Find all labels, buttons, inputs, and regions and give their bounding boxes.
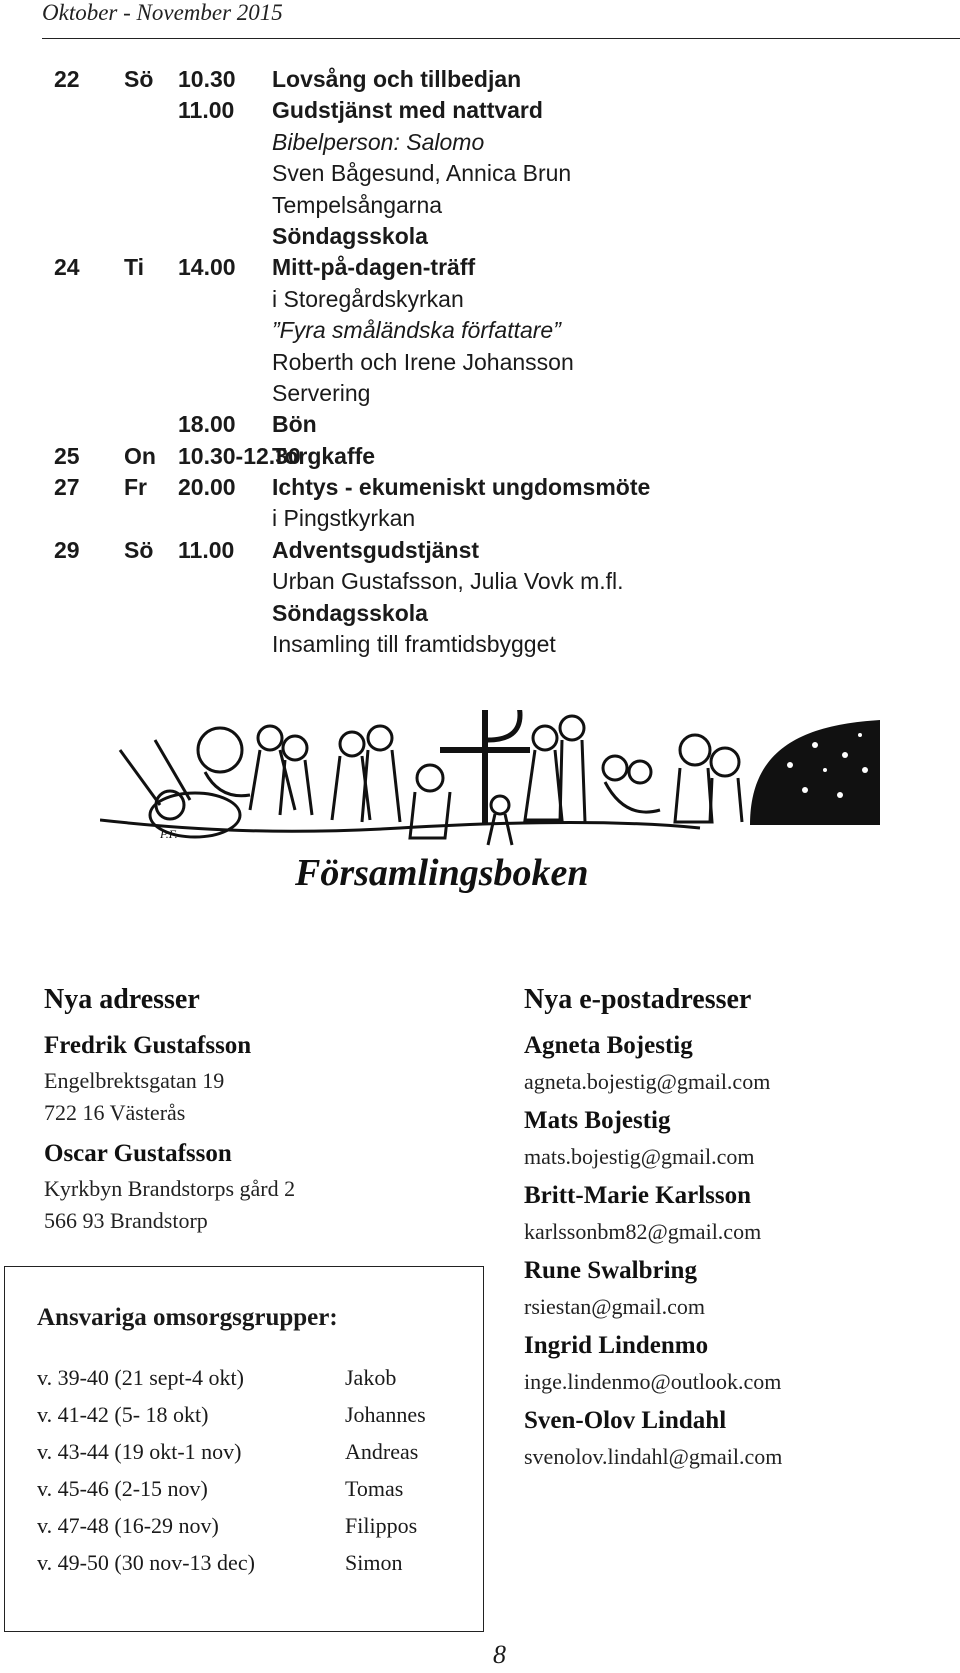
schedule-row [0, 535, 960, 566]
schedule-row [0, 221, 960, 252]
email-contact-name: Agneta Bojestig [524, 1032, 693, 1059]
schedule-text: Tempelsångarna [272, 191, 443, 218]
schedule-time: 10.30 [178, 66, 236, 92]
email-address: agneta.bojestig@gmail.com [524, 1069, 771, 1094]
schedule-row [0, 598, 960, 629]
care-groups-title: Ansvariga omsorgsgrupper: [37, 1304, 338, 1331]
email-contact-name: Britt-Marie Karlsson [524, 1182, 752, 1209]
schedule-row [0, 409, 960, 440]
schedule-row [0, 190, 960, 221]
schedule-row [0, 347, 960, 378]
illustration-title: Församlingsboken [295, 852, 589, 894]
header-divider [42, 38, 960, 39]
care-group-row [37, 1476, 403, 1502]
page-number: 8 [493, 1640, 506, 1669]
care-group-name: Tomas [345, 1476, 404, 1501]
care-group-weeks: v. 47-48 (16-29 nov) [37, 1513, 219, 1538]
care-group-weeks: v. 41-42 (5- 18 okt) [37, 1402, 209, 1427]
schedule-row [0, 472, 960, 503]
email-contact-name: Ingrid Lindenmo [524, 1332, 709, 1359]
email-contact-name: Sven-Olov Lindahl [524, 1407, 727, 1434]
schedule-time: 11.00 [178, 536, 235, 563]
address-postal: 722 16 Västerås [44, 1100, 186, 1125]
email-address: rsiestan@gmail.com [524, 1294, 705, 1319]
care-groups-box [4, 1266, 484, 1632]
care-group-row [37, 1402, 426, 1428]
email-address: inge.lindenmo@outlook.com [524, 1369, 782, 1394]
address-postal: 566 93 Brandstorp [44, 1208, 208, 1233]
schedule-text: Roberth och Irene Johansson [272, 348, 574, 375]
care-group-weeks: v. 49-50 (30 nov-13 dec) [37, 1550, 255, 1575]
schedule-row [0, 64, 960, 95]
care-group-name: Andreas [345, 1439, 419, 1464]
care-group-name: Jakob [345, 1365, 397, 1390]
schedule-weekday: Ti [124, 254, 145, 281]
email-contact-name: Rune Swalbring [524, 1257, 697, 1284]
address-street: Kyrkbyn Brandstorps gård 2 [44, 1176, 296, 1201]
schedule-text: ”Fyra småländska författare” [272, 317, 561, 344]
schedule-day: 22 [54, 66, 80, 92]
schedule-row [0, 503, 960, 534]
schedule-time: 20.00 [178, 474, 236, 501]
care-group-name: Simon [345, 1550, 403, 1575]
email-address: karlssonbm82@gmail.com [524, 1219, 762, 1244]
schedule-text: Bibelperson: Salomo [272, 128, 485, 155]
email-address: svenolov.lindahl@gmail.com [524, 1444, 783, 1469]
schedule-time: 14.00 [178, 254, 236, 281]
care-group-weeks: v. 43-44 (19 okt-1 nov) [37, 1439, 242, 1464]
page-header: Oktober - November 2015 [42, 0, 283, 25]
schedule-day: 25 [54, 442, 80, 469]
address-street: Engelbrektsgatan 19 [44, 1068, 225, 1093]
schedule-text: Lovsång och tillbedjan [272, 66, 522, 92]
schedule-time: 18.00 [178, 411, 236, 438]
event-schedule [0, 64, 960, 660]
email-contact-name: Mats Bojestig [524, 1107, 671, 1134]
care-group-weeks: v. 45-46 (2-15 nov) [37, 1476, 208, 1501]
care-group-row [37, 1439, 418, 1465]
care-group-row [37, 1365, 396, 1391]
schedule-text: Torgkaffe [272, 442, 376, 469]
schedule-row [0, 441, 960, 472]
schedule-row [0, 315, 960, 346]
parish-book-illustration [100, 710, 880, 950]
schedule-row [0, 629, 960, 660]
schedule-row [0, 252, 960, 283]
schedule-text: Ichtys - ekumeniskt ungdomsmöte [272, 474, 651, 501]
schedule-text: Söndagsskola [272, 599, 428, 626]
address-name: Oscar Gustafsson [44, 1140, 232, 1167]
care-group-name: Filippos [345, 1513, 418, 1538]
schedule-text: i Storegårdskyrkan [272, 285, 464, 312]
emails-title: Nya e-postadresser [524, 984, 752, 1015]
schedule-day: 24 [54, 254, 80, 281]
schedule-text: Insamling till framtidsbygget [272, 631, 556, 658]
schedule-text: Adventsgudstjänst [272, 536, 480, 563]
schedule-text: Urban Gustafsson, Julia Vovk m.fl. [272, 568, 624, 595]
schedule-weekday: Sö [124, 66, 154, 92]
schedule-text: Gudstjänst med nattvard [272, 97, 543, 124]
schedule-text: Söndagsskola [272, 222, 428, 249]
care-group-row [37, 1550, 402, 1576]
schedule-row [0, 378, 960, 409]
schedule-row [0, 158, 960, 189]
schedule-day: 29 [54, 536, 80, 563]
schedule-text: Sven Bågesund, Annica Brun [272, 160, 572, 187]
schedule-text: Mitt-på-dagen-träff [272, 254, 476, 281]
illustration-signature: P.F. [160, 827, 178, 841]
schedule-row [0, 95, 960, 126]
schedule-weekday: On [124, 442, 156, 469]
schedule-weekday: Fr [124, 474, 147, 501]
schedule-text: i Pingstkyrkan [272, 505, 416, 532]
schedule-text: Servering [272, 379, 371, 406]
schedule-row [0, 566, 960, 597]
schedule-day: 27 [54, 474, 80, 501]
care-group-row [37, 1513, 417, 1539]
address-name: Fredrik Gustafsson [44, 1032, 252, 1059]
addresses-title: Nya adresser [44, 984, 200, 1015]
schedule-time: 10.30-12.30 [178, 442, 301, 469]
schedule-time: 11.00 [178, 97, 235, 124]
care-group-weeks: v. 39-40 (21 sept-4 okt) [37, 1365, 244, 1390]
schedule-row [0, 127, 960, 158]
schedule-text: Bön [272, 411, 317, 438]
email-address: mats.bojestig@gmail.com [524, 1144, 755, 1169]
schedule-row [0, 284, 960, 315]
care-group-name: Johannes [345, 1402, 426, 1427]
schedule-weekday: Sö [124, 536, 154, 563]
